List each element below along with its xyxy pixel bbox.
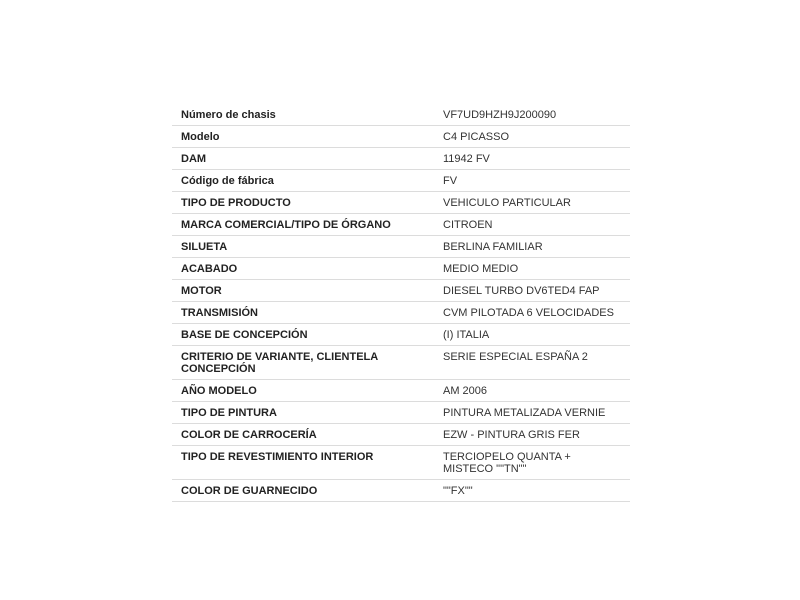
spec-value: VF7UD9HZH9J200090 <box>424 104 630 126</box>
spec-row-factory-code <box>172 170 630 192</box>
spec-row-body-style <box>172 236 630 258</box>
spec-value: CVM PILOTADA 6 VELOCIDADES <box>424 302 630 324</box>
spec-value: (I) ITALIA <box>424 324 630 346</box>
spec-value: BERLINA FAMILIAR <box>424 236 630 258</box>
spec-label: TIPO DE PINTURA <box>172 402 424 424</box>
spec-row-dam <box>172 148 630 170</box>
vehicle-spec-table-body <box>172 104 630 502</box>
spec-label: Número de chasis <box>172 104 424 126</box>
spec-row-product-type <box>172 192 630 214</box>
spec-value: TERCIOPELO QUANTA + MISTECO ""TN"" <box>424 446 630 480</box>
spec-label: DAM <box>172 148 424 170</box>
spec-row-brand <box>172 214 630 236</box>
spec-label: AÑO MODELO <box>172 380 424 402</box>
spec-row-interior-upholstery <box>172 446 630 480</box>
spec-label: BASE DE CONCEPCIÓN <box>172 324 424 346</box>
spec-label: ACABADO <box>172 258 424 280</box>
spec-value: FV <box>424 170 630 192</box>
spec-label: TIPO DE PRODUCTO <box>172 192 424 214</box>
spec-value: CITROEN <box>424 214 630 236</box>
spec-value: AM 2006 <box>424 380 630 402</box>
spec-row-transmission <box>172 302 630 324</box>
spec-label: Código de fábrica <box>172 170 424 192</box>
spec-value: C4 PICASSO <box>424 126 630 148</box>
spec-row-paint-type <box>172 402 630 424</box>
spec-value: VEHICULO PARTICULAR <box>424 192 630 214</box>
spec-row-trim <box>172 258 630 280</box>
spec-label: MOTOR <box>172 280 424 302</box>
spec-label: CRITERIO DE VARIANTE, CLIENTELA CONCEPCIÓN <box>172 346 424 380</box>
spec-label: COLOR DE GUARNECIDO <box>172 480 424 502</box>
spec-value: ""FX"" <box>424 480 630 502</box>
spec-label: Modelo <box>172 126 424 148</box>
spec-value: 11942 FV <box>424 148 630 170</box>
spec-row-trim-color <box>172 480 630 502</box>
spec-label: TIPO DE REVESTIMIENTO INTERIOR <box>172 446 424 480</box>
spec-label: TRANSMISIÓN <box>172 302 424 324</box>
spec-row-model-year <box>172 380 630 402</box>
spec-row-model <box>172 126 630 148</box>
spec-row-engine <box>172 280 630 302</box>
spec-value: SERIE ESPECIAL ESPAÑA 2 <box>424 346 630 380</box>
spec-row-body-color <box>172 424 630 446</box>
spec-label: SILUETA <box>172 236 424 258</box>
spec-row-chassis-number <box>172 104 630 126</box>
spec-value: DIESEL TURBO DV6TED4 FAP <box>424 280 630 302</box>
spec-value: PINTURA METALIZADA VERNIE <box>424 402 630 424</box>
spec-row-variant-criterion <box>172 346 630 380</box>
spec-label: MARCA COMERCIAL/TIPO DE ÓRGANO <box>172 214 424 236</box>
vehicle-spec-table <box>172 104 630 502</box>
spec-value: EZW - PINTURA GRIS FER <box>424 424 630 446</box>
spec-row-design-base <box>172 324 630 346</box>
spec-value: MEDIO MEDIO <box>424 258 630 280</box>
spec-label: COLOR DE CARROCERÍA <box>172 424 424 446</box>
